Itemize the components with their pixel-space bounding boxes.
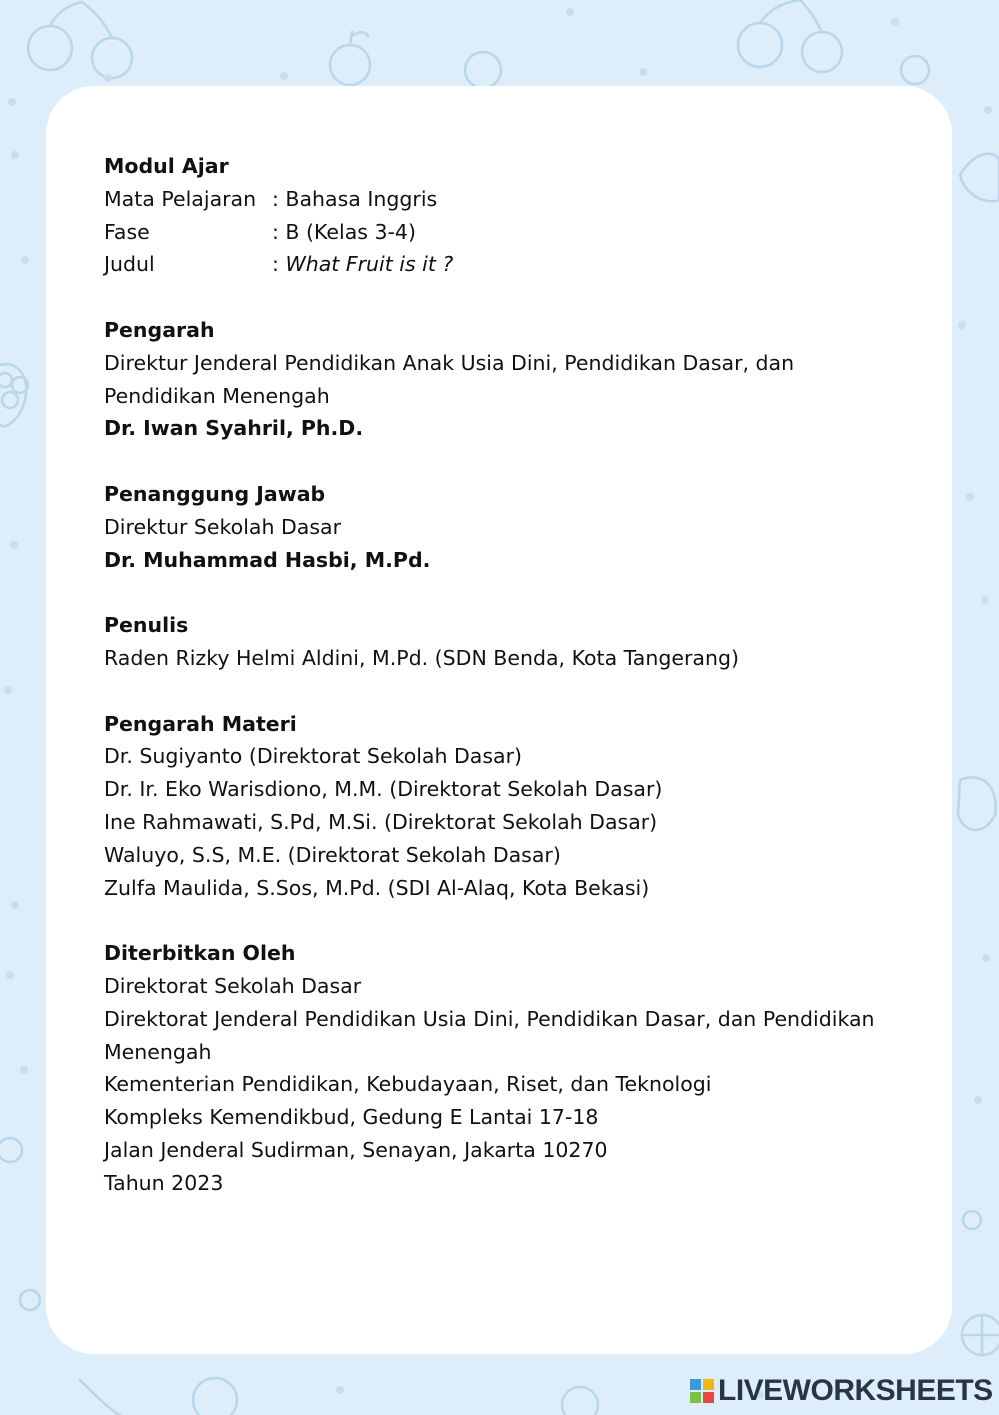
- apple-icon: [330, 45, 370, 85]
- text-line: Ine Rahmawati, S.Pd, M.Si. (Direktorat Sekolah Dasar): [104, 809, 658, 834]
- text-line: Tahun 2023: [104, 1170, 224, 1195]
- text-line: Waluyo, S.S, M.E. (Direktorat Sekolah Dasar): [104, 842, 561, 867]
- text-line: Kementerian Pendidikan, Kebudayaan, Riset, dan Teknologi: [104, 1072, 712, 1097]
- logo-square: [703, 1392, 714, 1403]
- meta-value: What Fruit is it ?: [285, 252, 454, 277]
- lime-icon: [0, 1138, 22, 1162]
- meta-label: Mata Pelajaran: [104, 186, 257, 211]
- text-line: Direktorat Jenderal Pendidikan Usia Dini, Pendidikan Dasar, dan Pendidikan: [104, 1006, 875, 1031]
- text-line: Dr. Sugiyanto (Direktorat Sekolah Dasar): [104, 744, 523, 769]
- banana-icon: [80, 1380, 120, 1415]
- mushroom-icon: [960, 154, 999, 202]
- text-line: Direktur Jenderal Pendidikan Anak Usia Dini, Pendidikan Dasar, dan: [104, 350, 795, 375]
- logo-square: [690, 1392, 701, 1403]
- meta-label: Fase: [104, 219, 150, 244]
- cherry-icon: [802, 32, 842, 72]
- logo-square: [690, 1379, 701, 1390]
- meta-row-title: [104, 248, 904, 281]
- meta-row-phase: [104, 216, 904, 249]
- logo-square: [703, 1379, 714, 1390]
- section-heading-diterbitkan-oleh: Diterbitkan Oleh: [104, 941, 296, 966]
- meta-row-subject: [104, 183, 904, 216]
- section-heading-pengarah-materi: Pengarah Materi: [104, 711, 297, 736]
- fruit-icon: [562, 1387, 598, 1415]
- text-line: Jalan Jenderal Sudirman, Senayan, Jakarta 10270: [104, 1137, 608, 1162]
- cherry-icon: [738, 23, 782, 67]
- module-title: Modul Ajar: [104, 154, 229, 178]
- section-heading-penanggung-jawab: Penanggung Jawab: [104, 481, 326, 506]
- text-line: Raden Rizky Helmi Aldini, M.Pd. (SDN Benda, Kota Tangerang): [104, 645, 739, 670]
- text-line: Menengah: [104, 1039, 212, 1064]
- meta-value-prefix: :: [272, 252, 286, 277]
- meta-value: : B (Kelas 3-4): [272, 219, 416, 244]
- logo-mark-icon: [690, 1379, 714, 1403]
- cherry-icon: [28, 26, 72, 70]
- fruit-icon: [193, 1378, 237, 1415]
- meta-value: : Bahasa Inggris: [272, 186, 438, 211]
- text-line: Direktur Sekolah Dasar: [104, 514, 342, 539]
- text-line: Dr. Ir. Eko Warisdiono, M.M. (Direktorat Sekolah Dasar): [104, 777, 663, 802]
- text-line: Zulfa Maulida, S.Sos, M.Pd. (SDI Al-Alaq, Kota Bekasi): [104, 875, 650, 900]
- logo-text: LIVEWORKSHEETS: [718, 1374, 993, 1407]
- text-line: Direktorat Sekolah Dasar: [104, 973, 362, 998]
- meta-label: Judul: [104, 252, 155, 277]
- section-heading-pengarah: Pengarah: [104, 317, 215, 342]
- fruit-icon: [465, 52, 501, 88]
- section-heading-penulis: Penulis: [104, 613, 189, 638]
- text-line: Kompleks Kemendikbud, Gedung E Lantai 17-18: [104, 1105, 599, 1130]
- person-name: Dr. Muhammad Hasbi, M.Pd.: [104, 547, 431, 572]
- orange-icon: [901, 56, 929, 84]
- document-content: [104, 150, 904, 1200]
- cherry-icon: [92, 38, 132, 78]
- leaf-icon: [958, 777, 996, 830]
- person-name: Dr. Iwan Syahril, Ph.D.: [104, 416, 364, 441]
- liveworksheets-logo[interactable]: [690, 1373, 993, 1409]
- text-line: Pendidikan Menengah: [104, 383, 330, 408]
